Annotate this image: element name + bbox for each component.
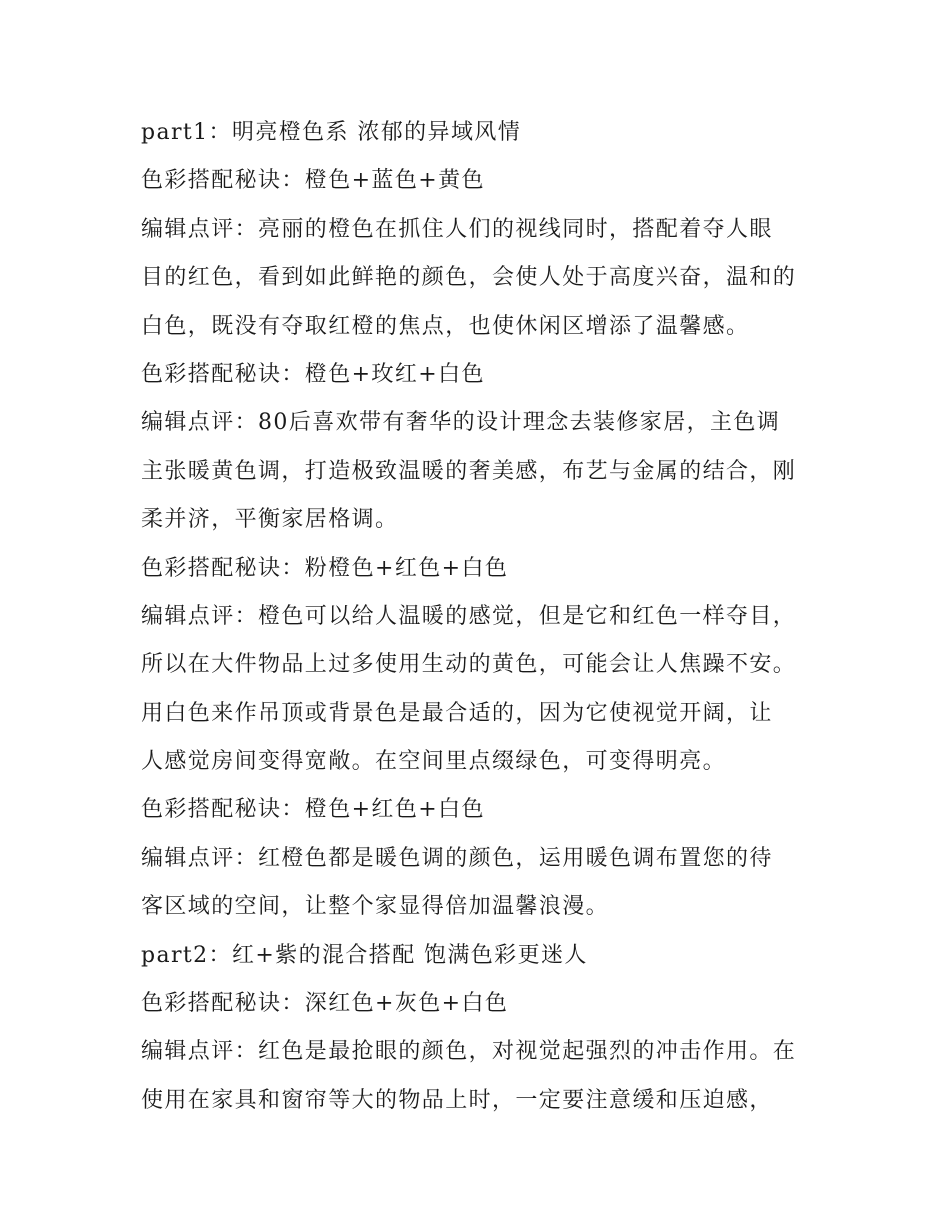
editor-comment-line: 柔并济，平衡家居格调。: [141, 507, 399, 533]
editor-comment-line: 使用在家具和窗帘等大的物品上时，一定要注意缓和压迫感，: [141, 1087, 773, 1113]
editor-comment-line: 所以在大件物品上过多使用生动的黄色，可能会让人焦躁不安。: [141, 652, 797, 678]
color-tip-line: 色彩搭配秘诀：橙色+玫红+白色: [141, 361, 485, 387]
editor-comment-line: 编辑点评：橙色可以给人温暖的感觉，但是它和红色一样夺目，: [141, 603, 797, 629]
editor-comment-line: 编辑点评：红橙色都是暖色调的颜色，运用暖色调布置您的待: [141, 845, 773, 871]
section-heading-part2: part2：红+紫的混合搭配 饱满色彩更迷人: [141, 942, 588, 968]
color-tip-line: 色彩搭配秘诀：粉橙色+红色+白色: [141, 555, 509, 581]
editor-comment-line: 客区域的空间，让整个家显得倍加温馨浪漫。: [141, 894, 610, 920]
editor-comment-line: 目的红色，看到如此鲜艳的颜色，会使人处于高度兴奋，温和的: [141, 265, 797, 291]
editor-comment-line: 主张暖黄色调，打造极致温暖的奢美感，布艺与金属的结合，刚: [141, 458, 797, 484]
editor-comment-line: 人感觉房间变得宽敞。在空间里点缀绿色，可变得明亮。: [141, 749, 727, 775]
section-heading-part1: part1：明亮橙色系 浓郁的异域风情: [141, 120, 522, 145]
editor-comment-line: 编辑点评：80后喜欢带有奢华的设计理念去装修家居，主色调: [141, 410, 781, 436]
document-body: [141, 109, 841, 1125]
editor-comment-line: 用白色来作吊顶或背景色是最合适的，因为它使视觉开阔，让: [141, 700, 773, 726]
color-tip-line: 色彩搭配秘诀：深红色+灰色+白色: [141, 991, 509, 1017]
editor-comment-line: 白色，既没有夺取红橙的焦点，也使休闲区增添了温馨感。: [141, 313, 750, 339]
color-tip-line: 色彩搭配秘诀：橙色+蓝色+黄色: [141, 168, 485, 194]
editor-comment-line: 编辑点评：红色是最抢眼的颜色，对视觉起强烈的冲击作用。在: [141, 1039, 797, 1065]
editor-comment-line: 编辑点评：亮丽的橙色在抓住人们的视线同时，搭配着夺人眼: [141, 216, 773, 242]
color-tip-line: 色彩搭配秘诀：橙色+红色+白色: [141, 797, 485, 823]
